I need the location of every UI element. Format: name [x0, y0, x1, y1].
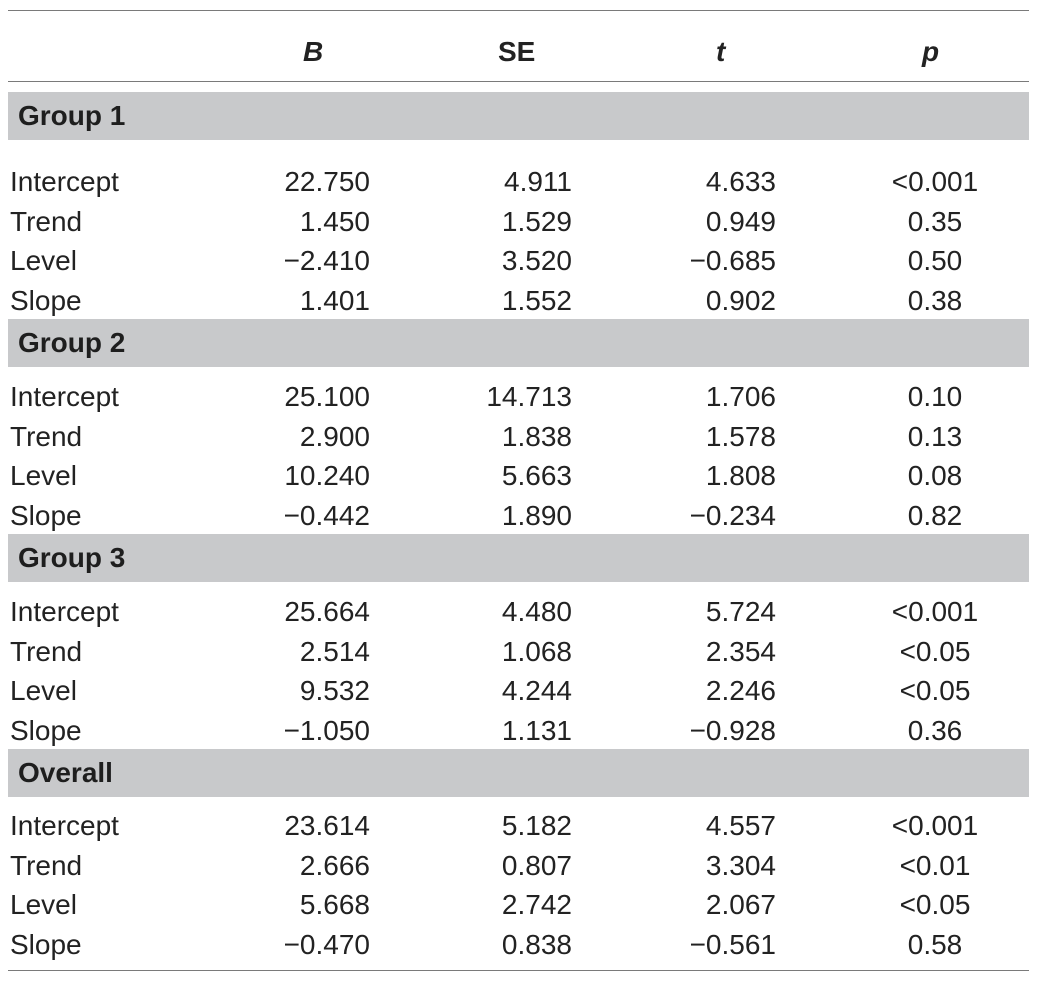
- cell-p: <0.05: [899, 675, 971, 706]
- cell-b: 2.514: [299, 635, 370, 667]
- row-label: Level: [10, 675, 77, 706]
- group-label: Group 2: [18, 327, 126, 358]
- cell-p: 0.38: [907, 284, 963, 316]
- bottom-rule: [8, 970, 1029, 971]
- cell-se: 5.182: [501, 810, 572, 841]
- cell-t: 2.354: [705, 635, 776, 667]
- cell-se: 1.068: [501, 635, 572, 667]
- cell-p: <0.001: [891, 810, 979, 841]
- row-label: Intercept: [10, 166, 119, 197]
- table-row: [0, 241, 1038, 280]
- cell-b: 1.401: [299, 284, 370, 316]
- header-rule: [8, 81, 1029, 82]
- table-row: [0, 846, 1038, 885]
- cell-p: 0.35: [907, 205, 963, 237]
- column-header-se: SE: [498, 36, 536, 67]
- table-row: [0, 377, 1038, 416]
- cell-b: 25.664: [284, 596, 370, 627]
- cell-b: −1.050: [283, 714, 370, 746]
- cell-t: 4.557: [705, 810, 776, 841]
- cell-p: 0.58: [907, 928, 963, 960]
- cell-p: 0.08: [907, 460, 963, 491]
- cell-b: 22.750: [284, 166, 370, 197]
- row-label: Slope: [10, 714, 82, 746]
- table-row: [0, 885, 1038, 924]
- cell-se: 1.838: [501, 420, 572, 452]
- cell-t: 1.808: [705, 460, 776, 491]
- group-label: Group 3: [18, 542, 126, 573]
- cell-b: 23.614: [284, 810, 370, 841]
- row-label: Intercept: [10, 810, 119, 841]
- row-label: Trend: [10, 420, 83, 452]
- table-row: [0, 496, 1038, 535]
- top-rule: [8, 10, 1029, 11]
- table-row: [0, 456, 1038, 495]
- table-row: [0, 632, 1038, 671]
- group-band: [8, 534, 1029, 582]
- row-label: Slope: [10, 284, 82, 316]
- cell-p: <0.01: [899, 849, 971, 881]
- column-header-p: p: [922, 36, 940, 67]
- table-row: [0, 417, 1038, 456]
- group-band: [8, 319, 1029, 367]
- table-row: [0, 202, 1038, 241]
- cell-t: 1.578: [705, 420, 776, 452]
- cell-t: 3.304: [705, 849, 776, 881]
- cell-p: 0.50: [907, 245, 963, 276]
- row-label: Trend: [10, 849, 83, 881]
- cell-p: <0.001: [891, 596, 979, 627]
- column-header-b: B: [303, 36, 324, 67]
- cell-b: −0.442: [283, 499, 370, 531]
- row-label: Level: [10, 889, 77, 920]
- cell-se: 4.911: [504, 166, 572, 197]
- cell-se: 4.480: [501, 596, 572, 627]
- cell-b: 5.668: [299, 889, 370, 920]
- cell-t: 1.706: [705, 381, 776, 412]
- table-row: [0, 281, 1038, 320]
- cell-se: 5.663: [501, 460, 572, 491]
- table-row: [0, 592, 1038, 631]
- cell-p: 0.13: [907, 420, 963, 452]
- cell-t: −0.685: [689, 245, 776, 276]
- cell-se: 1.529: [501, 205, 572, 237]
- cell-se: 3.520: [501, 245, 572, 276]
- group-band: [8, 749, 1029, 797]
- cell-p: 0.36: [907, 714, 963, 746]
- cell-se: 1.131: [501, 714, 572, 746]
- cell-p: <0.001: [891, 166, 979, 197]
- cell-se: 14.713: [486, 381, 572, 412]
- cell-b: −0.470: [283, 928, 370, 960]
- table-row: [0, 671, 1038, 710]
- cell-b: 10.240: [284, 460, 370, 491]
- column-header-t: t: [716, 36, 726, 67]
- cell-b: 1.450: [299, 205, 370, 237]
- row-label: Intercept: [10, 381, 119, 412]
- cell-t: 0.902: [705, 284, 776, 316]
- cell-t: −0.234: [689, 499, 776, 531]
- cell-t: 2.246: [705, 675, 776, 706]
- cell-p: <0.05: [899, 889, 971, 920]
- group-label: Overall: [18, 757, 113, 788]
- row-label: Trend: [10, 205, 83, 237]
- cell-b: 25.100: [284, 381, 370, 412]
- cell-t: −0.561: [689, 928, 776, 960]
- row-label: Slope: [10, 928, 82, 960]
- cell-t: 0.949: [705, 205, 776, 237]
- row-label: Trend: [10, 635, 83, 667]
- cell-p: 0.82: [907, 499, 963, 531]
- cell-se: 0.807: [501, 849, 572, 881]
- cell-t: −0.928: [689, 714, 776, 746]
- row-label: Intercept: [10, 596, 119, 627]
- cell-b: −2.410: [283, 245, 370, 276]
- cell-b: 9.532: [299, 675, 370, 706]
- table-row: [0, 925, 1038, 964]
- cell-b: 2.666: [299, 849, 370, 881]
- cell-p: 0.10: [907, 381, 963, 412]
- cell-se: 0.838: [501, 928, 572, 960]
- cell-se: 1.890: [501, 499, 572, 531]
- row-label: Slope: [10, 499, 82, 531]
- row-label: Level: [10, 245, 77, 276]
- cell-t: 2.067: [705, 889, 776, 920]
- row-label: Level: [10, 460, 77, 491]
- cell-se: 1.552: [501, 284, 572, 316]
- cell-se: 2.742: [501, 889, 572, 920]
- cell-t: 5.724: [705, 596, 776, 627]
- cell-b: 2.900: [299, 420, 370, 452]
- cell-t: 4.633: [705, 166, 776, 197]
- cell-p: <0.05: [899, 635, 971, 667]
- table-row: [0, 806, 1038, 845]
- table-row: [0, 711, 1038, 750]
- cell-se: 4.244: [501, 675, 572, 706]
- group-label: Group 1: [18, 100, 126, 131]
- group-band: [8, 92, 1029, 140]
- table-row: [0, 162, 1038, 201]
